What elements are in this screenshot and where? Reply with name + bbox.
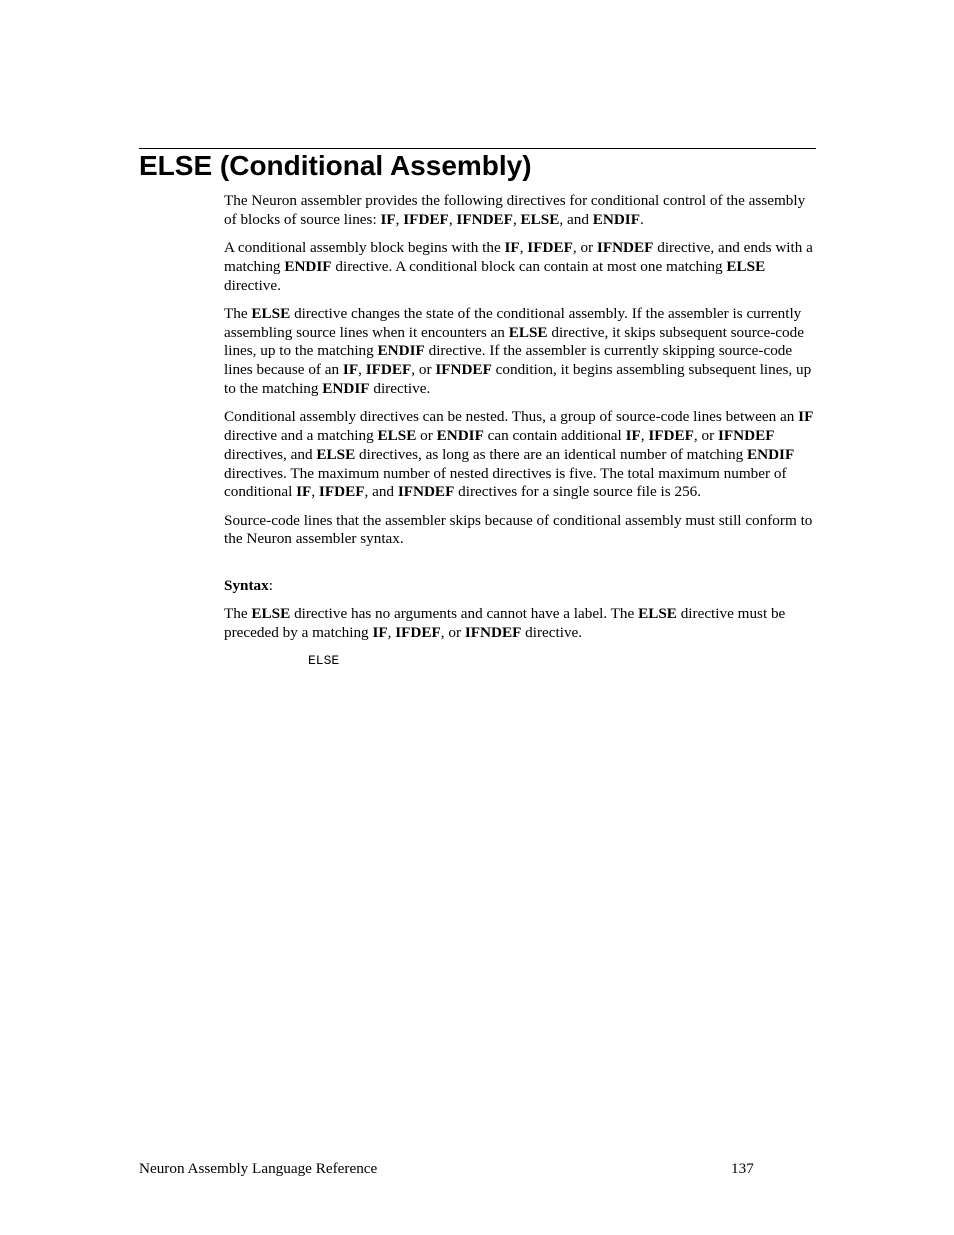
- keyword: IF: [342, 361, 359, 379]
- keyword: IFDEF: [527, 238, 573, 256]
- paragraph: [224, 305, 816, 399]
- text-run: , or: [693, 426, 718, 444]
- text-run: directive, and ends with a matching: [224, 238, 813, 275]
- text-run: ,: [640, 426, 649, 444]
- syntax-colon: :: [268, 577, 273, 595]
- keyword: ENDIF: [746, 445, 795, 463]
- text-run: or: [416, 426, 437, 444]
- keyword: IFDEF: [648, 426, 694, 444]
- text-run: condition, it begins assembling subsequent lines, up to the matching: [224, 361, 812, 397]
- text-run: , or: [572, 238, 597, 256]
- keyword: ENDIF: [284, 257, 332, 275]
- text-run: directive.: [224, 276, 281, 294]
- keyword: ELSE: [508, 323, 548, 341]
- keyword: ELSE: [251, 304, 291, 322]
- text-run: , or: [411, 361, 436, 379]
- text-run: directive and a matching: [224, 426, 378, 444]
- text-run: The: [224, 605, 252, 623]
- paragraph: [224, 239, 816, 295]
- keyword: ENDIF: [436, 426, 484, 444]
- keyword: ELSE: [638, 605, 677, 623]
- text-run: directive, it skips subsequent source-code lines, up to the matching: [224, 323, 804, 360]
- keyword: ENDIF: [377, 342, 425, 360]
- keyword: IF: [504, 238, 520, 256]
- keyword: IF: [380, 210, 396, 228]
- paragraph: [224, 192, 816, 230]
- keyword: IFNDEF: [397, 483, 455, 501]
- text-run: directives, and: [224, 445, 317, 463]
- keyword: ELSE: [377, 426, 417, 444]
- text-run: directive. If the assembler is currently skipping source-code lines because of an: [224, 342, 793, 379]
- keyword: IFNDEF: [456, 210, 513, 228]
- syntax-heading: [224, 577, 816, 596]
- text-run: can contain additional: [483, 426, 626, 444]
- text-run: ,: [512, 210, 521, 228]
- text-run: ,: [311, 483, 319, 501]
- text-run: ,: [358, 361, 366, 379]
- text-run: The Neuron assembler provides the following directives for conditional control of the assembly of blocks of source lines:: [224, 192, 806, 228]
- text-run: directive.: [369, 379, 431, 397]
- text-run: directive changes the state of the conditional assembly. If the assembler is currently assembling source lines when it encounters an: [224, 304, 802, 341]
- keyword: IFDEF: [395, 624, 441, 642]
- paragraph: [224, 512, 816, 550]
- text-run: directives for a single source file is 256.: [454, 483, 702, 501]
- text-run: The: [224, 304, 252, 322]
- keyword: IFDEF: [318, 483, 365, 501]
- text-run: directives. The maximum number of nested directives is five. The total maximum number of conditional: [224, 464, 787, 501]
- text-run: directive must be preceded by a matching: [224, 605, 786, 642]
- keyword: IFDEF: [403, 210, 449, 228]
- text-run: directive has no arguments and cannot have a label. The: [290, 605, 639, 623]
- text-run: .: [639, 210, 644, 228]
- text-run: , and: [364, 483, 398, 501]
- text-run: directive. A conditional block can contain at most one matching: [331, 257, 727, 275]
- keyword: ELSE: [726, 257, 766, 275]
- keyword: IF: [625, 426, 641, 444]
- keyword: ELSE: [520, 210, 560, 228]
- body-content: [224, 192, 816, 670]
- page-title: ELSE (Conditional Assembly): [139, 150, 532, 181]
- text-run: directives, as long as there are an identical number of matching: [355, 445, 747, 463]
- footer-title: Neuron Assembly Language Reference: [139, 1160, 378, 1177]
- text-run: A conditional assembly block begins with the: [224, 238, 505, 256]
- keyword: IFNDEF: [596, 238, 654, 256]
- keyword: IFDEF: [365, 361, 412, 379]
- keyword: ENDIF: [592, 210, 640, 228]
- keyword: IFNDEF: [464, 624, 522, 642]
- keyword: IFNDEF: [435, 361, 492, 379]
- keyword: IF: [296, 483, 312, 501]
- keyword: ELSE: [251, 605, 291, 623]
- text-run: Conditional assembly directives can be nested. Thus, a group of source-code lines between an: [224, 408, 799, 426]
- keyword: ELSE: [316, 445, 356, 463]
- syntax-description: [224, 605, 816, 643]
- keyword: IF: [798, 408, 814, 426]
- text-run: ,: [395, 210, 404, 228]
- text-run: ,: [519, 238, 528, 256]
- text-run: directive.: [521, 624, 583, 642]
- code-sample: ELSE: [308, 653, 340, 669]
- text-run: , and: [559, 210, 593, 228]
- paragraph: [224, 408, 816, 502]
- page-number: 137: [731, 1160, 754, 1177]
- keyword: IFNDEF: [717, 426, 775, 444]
- text-run: ,: [448, 210, 457, 228]
- keyword: ENDIF: [322, 379, 370, 397]
- text-run: , or: [440, 624, 465, 642]
- text-run: Source-code lines that the assembler skips because of conditional assembly must still conform to the Neuron assembler syntax.: [224, 511, 813, 548]
- text-run: ,: [387, 624, 396, 642]
- syntax-label: Syntax: [224, 577, 269, 595]
- keyword: IF: [372, 624, 388, 642]
